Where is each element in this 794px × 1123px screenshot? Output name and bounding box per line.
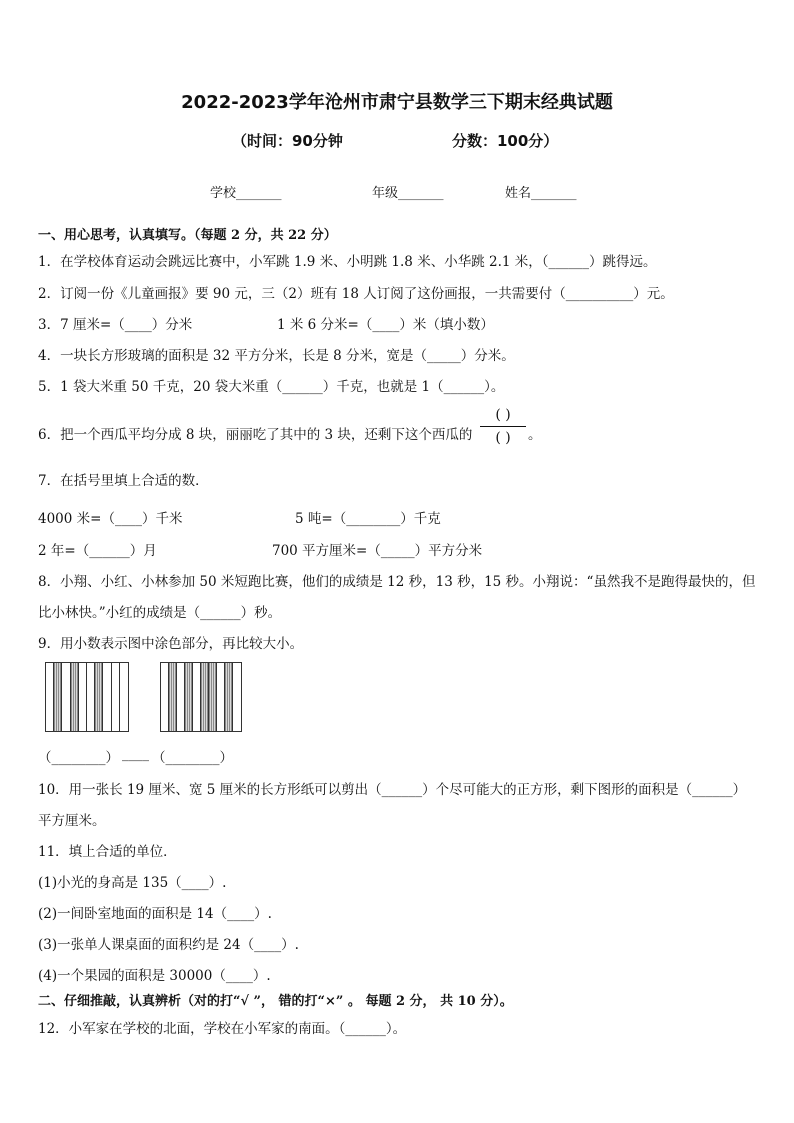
question-9-blank-2: （________） [152,750,233,766]
question-10-line1: 10．用一张长 19 厘米、宽 5 厘米的长方形纸可以剪出（______）个尽可能大的正方形，剩下图形的面积是（______） [38,782,747,798]
question-4: 4．一块长方形玻璃的面积是 32 平方分米，长是 8 分米，宽是（_____）分米。 [38,348,515,364]
question-7c: 2 年=（______）月 [38,543,157,559]
section-1-heading: 一、用心思考，认真填写。（每题 2 分，共 22 分） [38,228,337,243]
question-9-blank-1: （________） [38,750,119,766]
question-6: 6．把一个西瓜平均分成 8 块，丽丽吃了其中的 3 块，还剩下这个西瓜的 [38,427,473,443]
question-9: 9．用小数表示图中涂色部分，再比较大小。 [38,636,304,652]
question-11: 11．填上合适的单位． [38,844,177,860]
stripe-shaded [54,663,62,731]
stripe [120,663,128,731]
stripe-shaded [225,663,233,731]
stripe [87,663,95,731]
question-6-end: 。 [528,427,542,443]
question-8-line1: 8．小翔、小红、小林参加 50 米短跑比赛，他们的成绩是 12 秒，13 秒，15 秒。小翔说：“虽然我不是跑得最快的，但 [38,574,756,590]
exam-score: 分数：100分） [452,132,559,150]
stripe [46,663,54,731]
stripe-shaded [71,663,79,731]
question-11d: (4)一个果园的面积是 30000（____）. [38,968,271,984]
stripe [103,663,111,731]
stripe [193,663,201,731]
stripe-shaded [209,663,217,731]
question-7b: 5 吨=（________）千克 [295,511,441,527]
stripe [217,663,225,731]
exam-time: （时间：90分钟 [232,132,343,150]
question-2: 2．订阅一份《儿童画报》要 90 元，三（2）班有 18 人订阅了这份画报，一共需要付（__________）元。 [38,286,674,302]
school-field: 学校_______ [210,186,282,201]
fraction-denominator: ( ) [495,430,511,446]
question-11a: (1)小光的身高是 135（____）. [38,875,227,891]
fraction-bar [480,426,526,427]
question-7: 7．在括号里填上合适的数． [38,473,209,489]
question-5: 5．1 袋大米重 50 千克，20 袋大米重（______）千克，也就是 1（______）。 [38,379,505,395]
question-1: 1．在学校体育运动会跳远比赛中，小军跳 1.9 米、小明跳 1.8 米、小华跳 2.1 米，（______）跳得远。 [38,254,657,270]
stripe-shaded [95,663,103,731]
question-3b: 1 米 6 分米=（____）米（填小数） [277,317,494,333]
stripe [233,663,241,731]
question-12: 12．小军家在学校的北面，学校在小军家的南面。（______）。 [38,1021,407,1037]
question-8-line2: 比小林快。”小红的成绩是（______）秒。 [38,605,282,621]
stripe [62,663,70,731]
question-11c: (3)一张单人课桌面的面积约是 24（____）. [38,937,299,953]
question-10-line2: 平方厘米。 [38,813,106,829]
question-7a: 4000 米=（____）千米 [38,511,183,527]
question-7d: 700 平方厘米=（_____）平方分米 [272,543,483,559]
grade-field: 年级_______ [372,186,444,201]
stripe-shaded [185,663,193,731]
stripe-figure-2 [160,662,242,732]
exam-title: 2022-2023学年沧州市肃宁县数学三下期末经典试题 [181,92,613,113]
name-field: 姓名_______ [505,186,577,201]
stripe [112,663,120,731]
stripe [79,663,87,731]
question-9-compare: ____ [122,746,149,762]
question-11b: (2)一间卧室地面的面积是 14（____）. [38,906,272,922]
section-2-heading: 二、仔细推敲，认真辨析（对的打“√ ”， 错的打“×” 。 每题 2 分， 共 10 分）。 [38,994,513,1009]
fraction-numerator: ( ) [495,407,511,423]
stripe [161,663,169,731]
stripe-shaded [201,663,209,731]
stripe-figure-1 [45,662,129,732]
question-3a: 3．7 厘米=（____）分米 [38,317,193,333]
stripe-shaded [169,663,177,731]
stripe [177,663,185,731]
fraction-blank [480,406,526,447]
